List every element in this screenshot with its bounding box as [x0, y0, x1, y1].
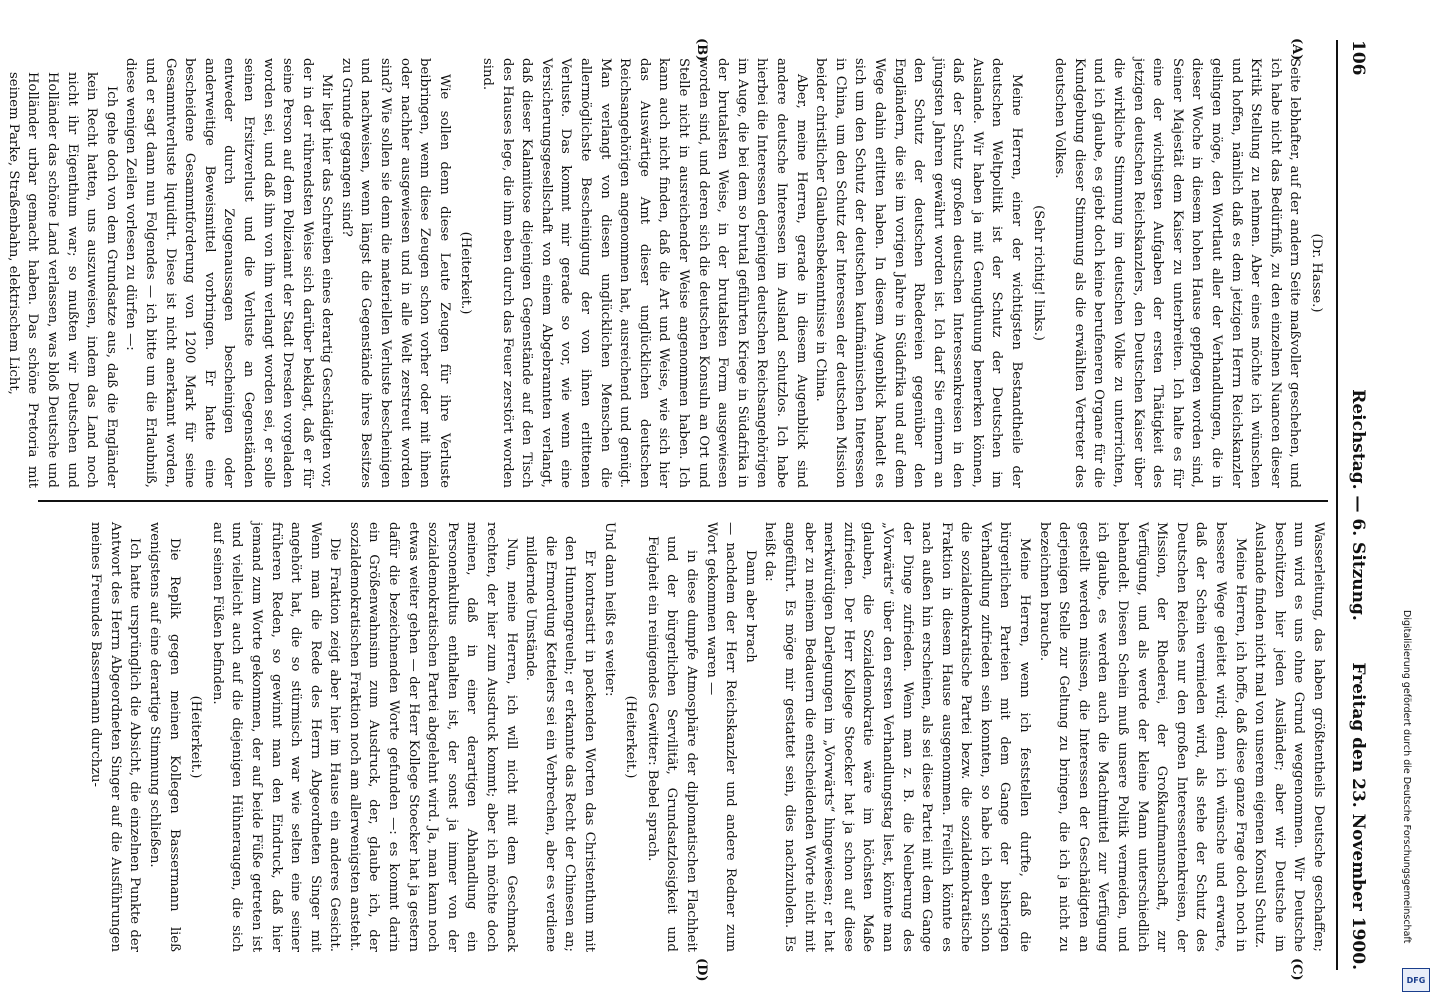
paragraph: (Heiterkeit.): [623, 695, 639, 779]
session-date: Freitag den 23. November 1900.: [1348, 662, 1368, 970]
paragraph: Die Replik gegen meinen Kollegen Bassermann ließ wenigstens auf eine derartige Stimmung schließen.: [146, 522, 182, 952]
paragraph: (Heiterkeit.): [188, 695, 204, 779]
paragraph: Aber, meine Herren, gerade in diesem Augenblick sind andere deutsche Interessen im Ausland schutzlos. Ich habe hierbei die Interessen derjenigen deutschen Reichsangehörigen im Auge, die bei dem so brutal geführten Kriege in Südafrika in der brutalsten Weise, in der brutalsten Form ausgewiesen worden sind, und deren sich die deutschen Konsuln an Ort und Stelle nicht in ausreichender Weise angenommen haben. Ich kann auch nicht finden, daß die Art und Weise, wie sich hier das Auswärtige Amt dieser unglücklichen deutschen Reichsangehörigen angenommen hat, ausreichend und genügt. Man verlangt von diesen unglücklichen Menschen die allermöglichste Bescheinigung der von ihnen erlittenen Verluste. Das kommt mir gerade so vor, wie wenn eine Versicherungsgesellschaft von einem Abgebrannten verlangt, daß dieser Kalamitose diejenigen Gegenstände auf den Tisch des Hauses lege, die ihm eben durch das Feuer zerstört worden sind.: [480, 58, 809, 488]
page-number: 106: [1348, 40, 1368, 76]
paragraph: Seite lebhafter, auf der andern Seite maßvoller geschehen, und ich habe nicht das Bedürfniß, zu den einzelnen Nuancen dieser Kritik Stellung zu nehmen. Aber eines möchte ich wünschen und hoffen, nämlich daß es dem jetzigen Herrn Reichskanzler gelingen möge, den Wortlaut aller der Verhandlungen, die in dieser Woche in diesem hohen Hause gepflogen worden sind, Seiner Majestät dem Kaiser zu unterbreiten. Ich halte es für eine der wichtigsten Aufgaben der ersten Thätigkeit des jetzigen deutschen Reichskanzlers, den Deutschen Kaiser über die wirkliche Stimmung im deutschen Volke zu unterrichten, und ich glaube, es giebt doch keine berufeneren Organe für die Kundgebung dieser Stimmung als die erwählten Vertreter des deutschen Volkes.: [1052, 58, 1303, 488]
paragraph: Wasserleitung, das haben größtentheils Deutsche geschaffen; nun wird es uns ohne Grund weggenommen. Wir Deutsche beschützen hier jeden Ausländer; aber wir Deutsche im Auslande finden nicht mal von unserem eigenen Konsul Schutz.: [1252, 522, 1326, 952]
paragraph: Die Fraktion zeigt aber hier im Hause ein anderes Gesicht. Wenn man die Rede des Herrn Abgeordneten Singer mit angehört hat, die so stürmisch war wie selten eine seiner früheren Reden, so gewinnt man den Eindruck, daß hier jemand zum Worte gekommen, der auf beide Füße getreten ist und vielleicht auch auf die diejenigen Hühneraugen, die sich auf seinen Füßen befinden.: [209, 522, 343, 952]
right-text-column: [38, 522, 1328, 952]
header-rule: [1336, 40, 1338, 970]
dfg-logo: DFG: [1402, 968, 1430, 992]
margin-marker-b: (B): [694, 38, 709, 62]
running-title: Reichstag. — 6. Sitzung.: [1348, 389, 1368, 621]
paragraph: (Dr. Hasse.): [1309, 233, 1324, 313]
paragraph: Meine Herren, wenn ich feststellen durfte, daß die bürgerlichen Parteien mit dem Gange der bisherigen Verhandlung zufrieden sein konnten, so habe ich eben schon die sozialdemokratische Partei bezw. die sozialdemokratische Fraktion in diesem Hause ausgenommen. Freilich könnte es nach außen hin erscheinen, als sei diese Partei mit dem Gange der Dinge zufrieden. Wenn man z. B. die Neuberung des „Vorwärts“ über den ersten Verhandlungstag liest, könnte man glauben, die Sozialdemokratie wäre im höchsten Maße zufrieden. Der Herr Kollege Stoecker hat ja schon auf diese merkwürdigen Darlegungen im „Vorwärts“ hingewiesen; er hat aber zu meinem Bedauern die entscheidenden Worte nicht mit angeführt. Es möge mir gestattet sein, dies nachzuholen. Es heißt da:: [762, 522, 1033, 952]
paragraph: Nun, meine Herren, ich will nicht mit dem Geschmack rechten, der hier zum Ausdruck kommt; aber ich möchte doch meinen, daß in einer derartigen Abhandlung ein Personenkultus enthalten ist, der sonst ja immer von der sozialdemokratischen Partei abgelehnt wird. Ja, man kann noch etwas weiter gehen — der Herr Kollege Stoecker hat ja gestern dafür die bezeichnenden Worte gefunden —: es kommt darin ein Größenwahnsinn zum Ausdruck, der, glaube ich, der sozialdemokratischen Fraktion noch am allerwenigsten ansteht.: [346, 522, 519, 952]
paragraph: in diese dumpfe Atmosphäre der diplomatischen Flachheit und der bürgerlichen Servilität, Grundsatzlosigkeit und Feigheit ein reinigendes Gewitter: Bebel sprach.: [644, 536, 699, 952]
left-text-column: [5, 58, 1328, 488]
paragraph: Dann aber brach: [742, 550, 758, 663]
column-divider: [38, 500, 1328, 502]
paragraph: Wie sollen denn diese Leute Zeugen für ihre Verluste beibringen, wenn diese Zeugen schon vorher oder mit ihnen oder nachher ausgewiesen und in alle Welt zerstreut worden sind? Wie sollen sie denn die materiellen Verluste bescheinigen und nachweisen, wenn längst die Gegenstände ihres Besitzes zu Grunde gegangen sind?: [338, 58, 452, 488]
paragraph: Ich hatte ursprünglich die Absicht, die einzelnen Punkte der Antwort des Herrn Abgeordneten Singer auf die Ausführungen meines Freundes Bassermann durchzu-: [88, 522, 143, 952]
page-header: [1340, 40, 1368, 970]
paragraph: Meine Herren, ich hoffe, daß diese ganze Frage doch noch in bessere Wege geleitet wird; denn ich wünsche und erwarte, daß der Schein vermieden wird, als stehe der Schutz des Deutschen Reiches nur den großen Interessentenkreisen, der Mission, der Rhederei, der Großkaufmannschaft, zur Verfügung, und als werde der kleine Mann unterschiedlich behandelt. Diesen Schein muß unsere Politik vermeiden, und ich glaube, es werden auch die Machtmittel zur Verfügung gestellt werden müssen, die Interessen der Geschädigten an derjenigen Stelle zur Geltung zu bringen, die ich ja nicht zu bezeichnen brauche.: [1036, 522, 1248, 952]
paragraph: (Sehr richtig! links.): [1030, 205, 1046, 341]
digitization-credit: Digitalisierung gefördert durch die Deutsche Forschungsgemeinschaft: [1401, 610, 1412, 944]
paragraph: Ich gehe doch von dem Grundsatze aus, daß die Engländer kein Recht hatten, uns auszuweisen, indem das Land noch nicht ihr Eigenthum war; so mußten wir Deutschen und Holländer das schöne Land verlassen, was bloß Deutsche und Holländer urbar gemacht haben. Das schöne Pretoria mit seinem Parke, Straßenbahn, elektrischem Licht,: [5, 72, 119, 488]
paragraph: — nachdem der Herr Reichskanzler und andere Redner zum Wort gekommen waren —: [703, 522, 739, 952]
paragraph: Mir liegt hier das Schreiben eines derartig Geschädigten vor, der in der rührendsten Weise sich darüber beklagt, daß er für seine Person auf dem Polizeiamt der Stadt Dresden vorgeladen worden sei, und daß ihm von ihm verlangt worden sei, er solle seinen Ersitzverlust und die Verluste an Gegenständen entweder durch Zeugenaussagen bescheinigen oder anderweitige Beweismittel vorbringen. Er hatte eine bescheidene Gesammtforderung von 1200 Mark für seine Gesammtverluste liquidirt. Diese ist nicht anerkannt worden, und er sagt dann nun Folgendes — ich bitte um die Erlaubniß, diese wenigen Zeilen vorlesen zu dürfen —:: [123, 58, 335, 488]
paragraph: (Heiterkeit.): [458, 231, 474, 315]
paragraph: Meine Herren, einer der wichtigsten Bestandtheile der deutschen Weltpolitik ist der Schutz der Deutschen im Auslande. Wir haben ja mit Genugthuung bemerken können, daß der Schutz großen deutschen Interessenkreisen in den jüngsten Jahren gewährt worden ist. Ich darf Sie erinnern an den Schutz der deutschen Rhedereien gegenüber den Engländern, die sie im vorigen Jahre in Südafrika und auf dem Wege dahin erlitten haben. In diesem Augenblick handelt es sich um den Schutz der deutschen kaufmännischen Interessen in China, um den Schutz der Interessen der deutschen Mission beider christlicher Glaubensbekenntnisse in China.: [813, 58, 1025, 488]
margin-marker-c: (C): [1289, 958, 1304, 981]
paragraph: Er kontrastirt in packenden Worten das Christenthum mit den Hunnengreueln; er erkannte das Recht der Chinesen an; die Ermordung Kettelers sei ein Verbrechen, aber es verdiene mildernde Umstände.: [523, 536, 598, 952]
margin-marker-a: (A): [1289, 38, 1304, 61]
margin-marker-d: (D): [694, 958, 709, 982]
paragraph: Und dann heißt es weiter:: [601, 522, 617, 697]
